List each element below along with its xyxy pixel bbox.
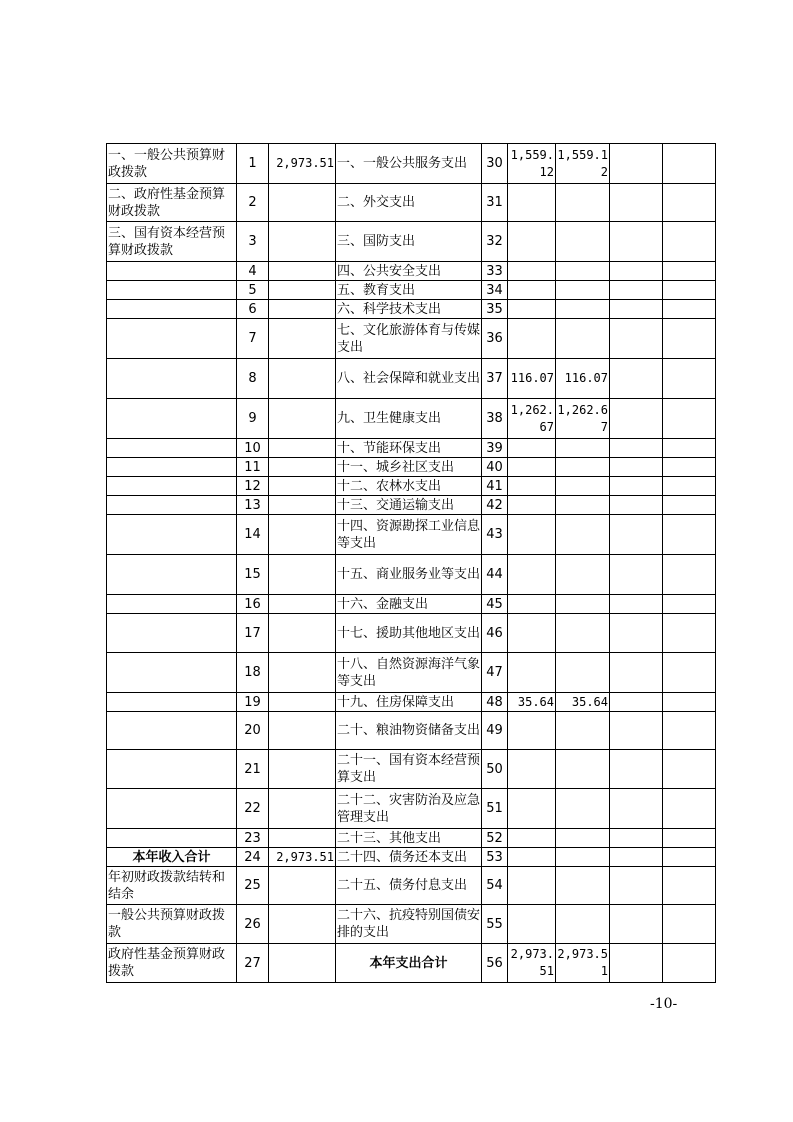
expense-line-cell: 56 [482,944,508,983]
income-amount-cell [269,458,336,477]
expense-state-capital-cell [663,222,716,262]
expense-line-cell: 53 [482,848,508,867]
income-line-cell: 1 [237,144,269,184]
income-line-cell: 21 [237,750,269,789]
table-row [107,653,716,693]
expense-item-cell: 十二、农林水支出 [336,477,482,496]
expense-item-cell: 十一、城乡社区支出 [336,458,482,477]
expense-general-budget-cell [556,477,610,496]
income-amount-cell [269,300,336,319]
expense-item-cell: 一、一般公共服务支出 [336,144,482,184]
expense-item-cell: 八、社会保障和就业支出 [336,359,482,399]
expense-general-budget-cell: 116.07 [556,359,610,399]
table-row [107,867,716,905]
expense-line-cell: 48 [482,693,508,712]
income-line-cell: 10 [237,439,269,458]
income-amount-cell [269,222,336,262]
expense-total-cell: 35.64 [508,693,556,712]
expense-general-budget-cell [556,281,610,300]
expense-general-budget-cell [556,789,610,829]
expense-line-cell: 55 [482,905,508,944]
expense-item-cell: 九、卫生健康支出 [336,399,482,439]
expense-total-cell [508,222,556,262]
income-amount-cell [269,359,336,399]
income-item-cell [107,829,237,848]
expense-line-cell: 41 [482,477,508,496]
income-item-cell [107,458,237,477]
expense-fund-budget-cell [610,496,663,515]
expense-line-cell: 49 [482,712,508,750]
income-item-cell: 年初财政拨款结转和结余 [107,867,237,905]
expense-total-cell [508,300,556,319]
expense-total-cell: 2,973.51 [508,944,556,983]
income-item-cell: 本年收入合计 [107,848,237,867]
income-line-cell: 19 [237,693,269,712]
income-amount-cell [269,439,336,458]
income-line-cell: 2 [237,184,269,222]
table-row [107,555,716,595]
table-row [107,905,716,944]
expense-line-cell: 34 [482,281,508,300]
income-item-cell: 一、一般公共预算财政拨款 [107,144,237,184]
income-line-cell: 23 [237,829,269,848]
income-line-cell: 22 [237,789,269,829]
expense-fund-budget-cell [610,144,663,184]
expense-item-cell: 四、公共安全支出 [336,262,482,281]
expense-general-budget-cell [556,262,610,281]
expense-fund-budget-cell [610,653,663,693]
expense-fund-budget-cell [610,712,663,750]
table-row [107,281,716,300]
table-row [107,300,716,319]
table-row [107,693,716,712]
expense-general-budget-cell [556,653,610,693]
income-line-cell: 11 [237,458,269,477]
expense-line-cell: 31 [482,184,508,222]
expense-item-cell: 二十三、其他支出 [336,829,482,848]
income-item-cell [107,614,237,653]
income-line-cell: 6 [237,300,269,319]
expense-item-cell: 十八、自然资源海洋气象等支出 [336,653,482,693]
table-body [107,144,716,983]
income-amount-cell [269,319,336,359]
expense-line-cell: 46 [482,614,508,653]
income-line-cell: 20 [237,712,269,750]
expense-fund-budget-cell [610,319,663,359]
expense-state-capital-cell [663,555,716,595]
expense-general-budget-cell [556,458,610,477]
expense-item-cell: 二十六、抗疫特别国债安排的支出 [336,905,482,944]
income-item-cell [107,789,237,829]
expense-line-cell: 45 [482,595,508,614]
income-line-cell: 7 [237,319,269,359]
table-row [107,359,716,399]
income-line-cell: 12 [237,477,269,496]
expense-state-capital-cell [663,944,716,983]
income-item-cell: 一般公共预算财政拨款 [107,905,237,944]
expense-item-cell: 六、科学技术支出 [336,300,482,319]
expense-state-capital-cell [663,829,716,848]
expense-line-cell: 36 [482,319,508,359]
income-amount-cell [269,555,336,595]
income-item-cell: 政府性基金预算财政拨款 [107,944,237,983]
income-amount-cell [269,515,336,555]
expense-total-cell [508,867,556,905]
expense-state-capital-cell [663,144,716,184]
expense-total-cell [508,653,556,693]
expense-general-budget-cell [556,829,610,848]
expense-total-cell [508,595,556,614]
expense-line-cell: 42 [482,496,508,515]
expense-general-budget-cell [556,319,610,359]
expense-general-budget-cell: 1,559.12 [556,144,610,184]
income-line-cell: 14 [237,515,269,555]
income-amount-cell [269,184,336,222]
income-line-cell: 3 [237,222,269,262]
income-line-cell: 5 [237,281,269,300]
table-row [107,319,716,359]
income-amount-cell [269,829,336,848]
expense-line-cell: 40 [482,458,508,477]
income-line-cell: 16 [237,595,269,614]
income-line-cell: 17 [237,614,269,653]
expense-general-budget-cell [556,496,610,515]
expense-general-budget-cell [556,222,610,262]
income-amount-cell [269,262,336,281]
expense-general-budget-cell [556,184,610,222]
expense-fund-budget-cell [610,262,663,281]
income-item-cell [107,439,237,458]
expense-fund-budget-cell [610,867,663,905]
income-amount-cell [269,944,336,983]
expense-total-cell [508,848,556,867]
expense-state-capital-cell [663,653,716,693]
expense-state-capital-cell [663,496,716,515]
expense-total-cell [508,184,556,222]
expense-general-budget-cell [556,555,610,595]
expense-total-cell: 1,262.67 [508,399,556,439]
income-item-cell [107,555,237,595]
expense-fund-budget-cell [610,359,663,399]
expense-line-cell: 44 [482,555,508,595]
expense-total-cell: 1,559.12 [508,144,556,184]
income-amount-cell [269,496,336,515]
expense-line-cell: 52 [482,829,508,848]
expense-item-cell: 二十、粮油物资储备支出 [336,712,482,750]
expense-total-cell [508,439,556,458]
income-item-cell [107,300,237,319]
income-amount-cell [269,750,336,789]
income-item-cell [107,693,237,712]
expense-line-cell: 39 [482,439,508,458]
expense-state-capital-cell [663,262,716,281]
table-row [107,477,716,496]
table-row [107,458,716,477]
expense-state-capital-cell [663,693,716,712]
income-item-cell [107,712,237,750]
income-line-cell: 4 [237,262,269,281]
expense-fund-budget-cell [610,300,663,319]
table-row [107,144,716,184]
expense-total-cell [508,905,556,944]
expense-item-cell: 七、文化旅游体育与传媒支出 [336,319,482,359]
income-amount-cell [269,595,336,614]
income-item-cell [107,359,237,399]
expense-total-cell: 116.07 [508,359,556,399]
expense-total-cell [508,614,556,653]
expense-line-cell: 54 [482,867,508,905]
expense-general-budget-cell [556,614,610,653]
expense-fund-budget-cell [610,184,663,222]
income-amount-cell [269,905,336,944]
expense-item-cell: 二十二、灾害防治及应急管理支出 [336,789,482,829]
expense-item-cell: 三、国防支出 [336,222,482,262]
expense-total-cell [508,319,556,359]
expense-item-cell: 十四、资源勘探工业信息等支出 [336,515,482,555]
expense-line-cell: 30 [482,144,508,184]
expense-state-capital-cell [663,458,716,477]
table-row [107,595,716,614]
income-item-cell [107,477,237,496]
expense-general-budget-cell [556,848,610,867]
expense-total-cell [508,262,556,281]
income-amount-cell [269,477,336,496]
income-line-cell: 9 [237,399,269,439]
expense-total-cell [508,477,556,496]
expense-fund-budget-cell [610,614,663,653]
expense-total-cell [508,281,556,300]
expense-state-capital-cell [663,905,716,944]
table-row [107,399,716,439]
expense-state-capital-cell [663,359,716,399]
income-line-cell: 27 [237,944,269,983]
income-item-cell [107,750,237,789]
expense-general-budget-cell [556,439,610,458]
expense-state-capital-cell [663,439,716,458]
expense-state-capital-cell [663,867,716,905]
expense-general-budget-cell [556,712,610,750]
expense-state-capital-cell [663,184,716,222]
income-item-cell [107,262,237,281]
expense-state-capital-cell [663,614,716,653]
expense-state-capital-cell [663,750,716,789]
expense-general-budget-cell: 1,262.67 [556,399,610,439]
expense-state-capital-cell [663,595,716,614]
expense-line-cell: 32 [482,222,508,262]
expense-general-budget-cell [556,300,610,319]
expense-line-cell: 38 [482,399,508,439]
expense-general-budget-cell: 2,973.51 [556,944,610,983]
income-amount-cell: 2,973.51 [269,848,336,867]
expense-fund-budget-cell [610,222,663,262]
expense-item-cell: 本年支出合计 [336,944,482,983]
expense-line-cell: 50 [482,750,508,789]
expense-general-budget-cell [556,905,610,944]
expense-fund-budget-cell [610,750,663,789]
expense-item-cell: 二十五、债务付息支出 [336,867,482,905]
expense-total-cell [508,712,556,750]
expense-state-capital-cell [663,712,716,750]
expense-line-cell: 35 [482,300,508,319]
expense-state-capital-cell [663,319,716,359]
expense-item-cell: 五、教育支出 [336,281,482,300]
expense-fund-budget-cell [610,829,663,848]
table-row [107,614,716,653]
income-item-cell [107,319,237,359]
expense-fund-budget-cell [610,281,663,300]
expense-fund-budget-cell [610,789,663,829]
income-item-cell [107,281,237,300]
page-number: -10- [650,996,678,1012]
expense-fund-budget-cell [610,399,663,439]
expense-item-cell: 十五、商业服务业等支出 [336,555,482,595]
income-item-cell: 三、国有资本经营预算财政拨款 [107,222,237,262]
income-amount-cell [269,789,336,829]
income-amount-cell [269,281,336,300]
expense-fund-budget-cell [610,477,663,496]
expense-item-cell: 十、节能环保支出 [336,439,482,458]
expense-item-cell: 十七、援助其他地区支出 [336,614,482,653]
expense-state-capital-cell [663,848,716,867]
expense-total-cell [508,789,556,829]
expense-fund-budget-cell [610,515,663,555]
expense-item-cell: 十六、金融支出 [336,595,482,614]
expense-total-cell [508,515,556,555]
table-row [107,439,716,458]
expense-fund-budget-cell [610,595,663,614]
expense-line-cell: 37 [482,359,508,399]
fiscal-appropriation-table [106,143,716,983]
income-line-cell: 24 [237,848,269,867]
income-amount-cell [269,614,336,653]
expense-state-capital-cell [663,399,716,439]
expense-fund-budget-cell [610,944,663,983]
income-item-cell [107,515,237,555]
income-amount-cell [269,693,336,712]
income-amount-cell [269,712,336,750]
expense-item-cell: 十三、交通运输支出 [336,496,482,515]
expense-state-capital-cell [663,300,716,319]
income-amount-cell [269,653,336,693]
income-line-cell: 26 [237,905,269,944]
income-item-cell [107,399,237,439]
expense-general-budget-cell [556,595,610,614]
expense-fund-budget-cell [610,693,663,712]
income-amount-cell [269,399,336,439]
table-row [107,496,716,515]
income-amount-cell: 2,973.51 [269,144,336,184]
income-item-cell [107,653,237,693]
expense-total-cell [508,555,556,595]
expense-line-cell: 47 [482,653,508,693]
expense-item-cell: 二、外交支出 [336,184,482,222]
table-row [107,515,716,555]
expense-line-cell: 51 [482,789,508,829]
expense-state-capital-cell [663,515,716,555]
table-row [107,262,716,281]
table-row [107,848,716,867]
expense-item-cell: 十九、住房保障支出 [336,693,482,712]
expense-fund-budget-cell [610,555,663,595]
table-row [107,789,716,829]
table-row [107,944,716,983]
income-item-cell [107,595,237,614]
income-item-cell: 二、政府性基金预算财政拨款 [107,184,237,222]
income-line-cell: 25 [237,867,269,905]
income-item-cell [107,496,237,515]
expense-item-cell: 二十四、债务还本支出 [336,848,482,867]
expense-general-budget-cell [556,867,610,905]
table-row [107,222,716,262]
expense-item-cell: 二十一、国有资本经营预算支出 [336,750,482,789]
table-row [107,750,716,789]
income-line-cell: 18 [237,653,269,693]
expense-general-budget-cell [556,750,610,789]
expense-state-capital-cell [663,281,716,300]
expense-fund-budget-cell [610,905,663,944]
expense-total-cell [508,750,556,789]
expense-state-capital-cell [663,789,716,829]
expense-line-cell: 33 [482,262,508,281]
table-row [107,184,716,222]
expense-general-budget-cell: 35.64 [556,693,610,712]
income-line-cell: 13 [237,496,269,515]
table-row [107,829,716,848]
expense-total-cell [508,458,556,477]
income-line-cell: 8 [237,359,269,399]
expense-fund-budget-cell [610,439,663,458]
income-amount-cell [269,867,336,905]
expense-line-cell: 43 [482,515,508,555]
expense-total-cell [508,496,556,515]
expense-total-cell [508,829,556,848]
expense-fund-budget-cell [610,458,663,477]
income-line-cell: 15 [237,555,269,595]
expense-state-capital-cell [663,477,716,496]
expense-general-budget-cell [556,515,610,555]
expense-fund-budget-cell [610,848,663,867]
table-row [107,712,716,750]
